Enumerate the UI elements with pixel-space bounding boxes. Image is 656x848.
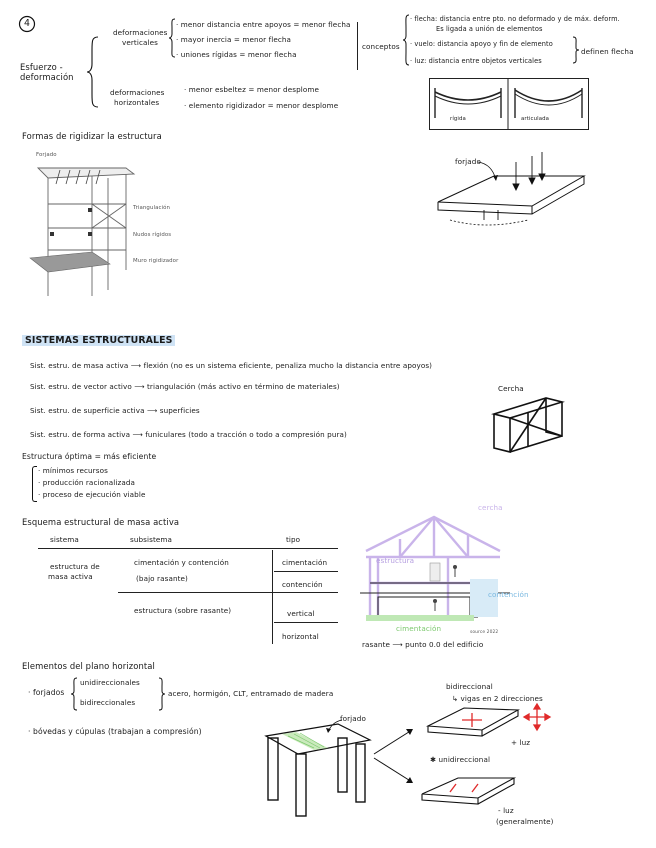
- diagram-contencion: contención: [488, 590, 529, 599]
- bidir-desc: ↳ vigas en 2 direcciones: [452, 694, 543, 703]
- diagram-credit: source 2022: [470, 630, 499, 635]
- table-type-cimentacion: cimentación: [282, 558, 328, 567]
- table-type-horizontal: horizontal: [282, 632, 319, 641]
- building-section-figure: [360, 505, 510, 641]
- diagram-cimentacion: cimentación: [396, 624, 442, 633]
- table-sub1-1: cimentación y contención: [134, 558, 229, 567]
- diagram-cercha: cercha: [478, 503, 503, 512]
- fig-label-forjado: Forjado: [36, 152, 57, 158]
- table-type-divider: [272, 550, 273, 644]
- conceptos-label: conceptos: [362, 42, 400, 51]
- forjado-tag: forjado: [340, 714, 366, 723]
- horizontal-item-1: · menor esbeltez = menor desplome: [184, 85, 319, 94]
- horizontal-label-1: deformaciones: [110, 88, 165, 97]
- diagram-estructura: estructura: [376, 556, 415, 565]
- table-sub2: estructura (sobre rasante): [134, 606, 232, 615]
- define-flecha: definen flecha: [581, 47, 634, 56]
- table-header-sistema: sistema: [50, 535, 79, 544]
- vertical-item-2: · mayor inercia = menor flecha: [176, 35, 292, 44]
- rigidization-figure: [30, 150, 140, 300]
- table-header-tipo: tipo: [286, 535, 301, 544]
- split-arrows-icon: [372, 724, 416, 786]
- brace-conceptos-icon: [402, 14, 410, 66]
- sistema-forma-activa: Sist. estru. de forma activa ⟶ funiculares (todo a tracción o todo a compresión pura): [30, 430, 347, 439]
- brace-main-icon: [86, 36, 100, 108]
- unidir-note: - luz: [498, 806, 514, 815]
- table-sub-rule: [118, 592, 338, 593]
- vertical-item-1: · menor distancia entre apoyos = menor flecha: [176, 20, 351, 29]
- optimal-item-2: · producción racionalizada: [38, 478, 135, 487]
- sistema-superficie-activa: Sist. estru. de superficie activa ⟶ superficies: [30, 406, 200, 415]
- optimal-brace: [32, 466, 37, 502]
- bidir-cross-arrows-icon: [524, 704, 550, 730]
- table-type-contencion: contención: [282, 580, 323, 589]
- table-sub1-2: (bajo rasante): [136, 574, 188, 583]
- table-type-vertical: vertical: [287, 609, 315, 618]
- forjado-bidireccional: bidireccionales: [80, 698, 136, 707]
- term-line-2: deformación: [20, 72, 74, 82]
- bidir-title: bidireccional: [446, 682, 493, 691]
- forjado-unidireccional: unidireccionales: [80, 678, 140, 687]
- fig-label-nudos: Nudos rígidos: [133, 232, 172, 238]
- sistema-masa-activa: Sist. estru. de masa activa ⟶ flexión (no es un sistema eficiente, penaliza mucho la distancia entre apoyos): [30, 361, 433, 370]
- concepto-vuelo: · vuelo: distancia apoyo y fin de elemento: [410, 40, 553, 48]
- horizontal-item-2: · elemento rigidizador = menor desplome: [184, 101, 339, 110]
- vertical-label-2: verticales: [122, 38, 158, 47]
- brace-materials-icon: [158, 677, 166, 711]
- vertical-label-1: deformaciones: [113, 28, 168, 37]
- table-header-rule: [38, 548, 338, 549]
- table-row-rule-1: [274, 571, 338, 572]
- section5-title: Elementos del plano horizontal: [22, 661, 155, 671]
- table-system-2: masa activa: [48, 572, 93, 581]
- brace-define-icon: [572, 36, 580, 64]
- table-header-subsistema: subsistema: [130, 535, 172, 544]
- fig-label-articulada: articulada: [521, 116, 550, 122]
- cercha-figure: [488, 394, 568, 454]
- optimal-title: Estructura óptima = más eficiente: [22, 452, 157, 461]
- section2-title: Formas de rigidizar la estructura: [22, 131, 162, 141]
- bidir-note: + luz: [511, 738, 531, 747]
- section4-title: Esquema estructural de masa activa: [22, 517, 180, 527]
- sistema-vector-activo: Sist. estru. de vector activo ⟶ triangulación (más activo en término de materiales): [30, 382, 340, 391]
- optimal-item-3: · proceso de ejecución viable: [38, 490, 146, 499]
- bidir-slab-figure: [424, 704, 520, 744]
- vertical-item-3: · uniones rígidas = menor flecha: [176, 50, 297, 59]
- cercha-label: Cercha: [498, 384, 524, 393]
- section3-title: SISTEMAS ESTRUCTURALES: [22, 336, 175, 346]
- table-row-rule-3: [274, 622, 338, 623]
- divider-vertical: [357, 22, 358, 70]
- table-system-1: estructura de: [50, 562, 100, 571]
- brace-forjados-icon: [70, 677, 78, 711]
- unidir-slab-figure: [418, 774, 518, 810]
- term-line-1: Esfuerzo -: [20, 62, 63, 72]
- forjado-table-figure: [262, 716, 372, 820]
- slab-forjado-label: forjado: [455, 157, 481, 166]
- unidir-note-2: (generalmente): [496, 817, 554, 826]
- horizontal-label-2: horizontales: [114, 98, 160, 107]
- concepto-flecha-nota: Es ligada a unión de elementos: [436, 25, 543, 33]
- unidir-title: ✱ unidireccional: [430, 755, 491, 764]
- fig-label-rigida: rígida: [450, 116, 466, 122]
- concepto-luz: · luz: distancia entre objetos verticales: [410, 57, 542, 65]
- bovedas-label: · bóvedas y cúpulas (trabajan a compresión): [28, 727, 202, 736]
- forjados-label: · forjados: [28, 688, 65, 697]
- section-number: 4: [24, 18, 31, 29]
- forjado-tag-arrow-icon: [322, 718, 344, 734]
- optimal-item-1: · mínimos recursos: [38, 466, 108, 475]
- diagram-rasante: rasante ⟶ punto 0.0 del edificio: [362, 640, 484, 649]
- fig-label-triangulacion: Triangulación: [133, 205, 171, 211]
- brace-vertical-icon: [168, 18, 176, 58]
- concepto-flecha: · flecha: distancia entre pto. no deformado y de máx. deform.: [410, 15, 620, 23]
- forjado-materials: acero, hormigón, CLT, entramado de madera: [168, 689, 334, 698]
- fig-label-muro: Muro rigidizador: [133, 258, 179, 264]
